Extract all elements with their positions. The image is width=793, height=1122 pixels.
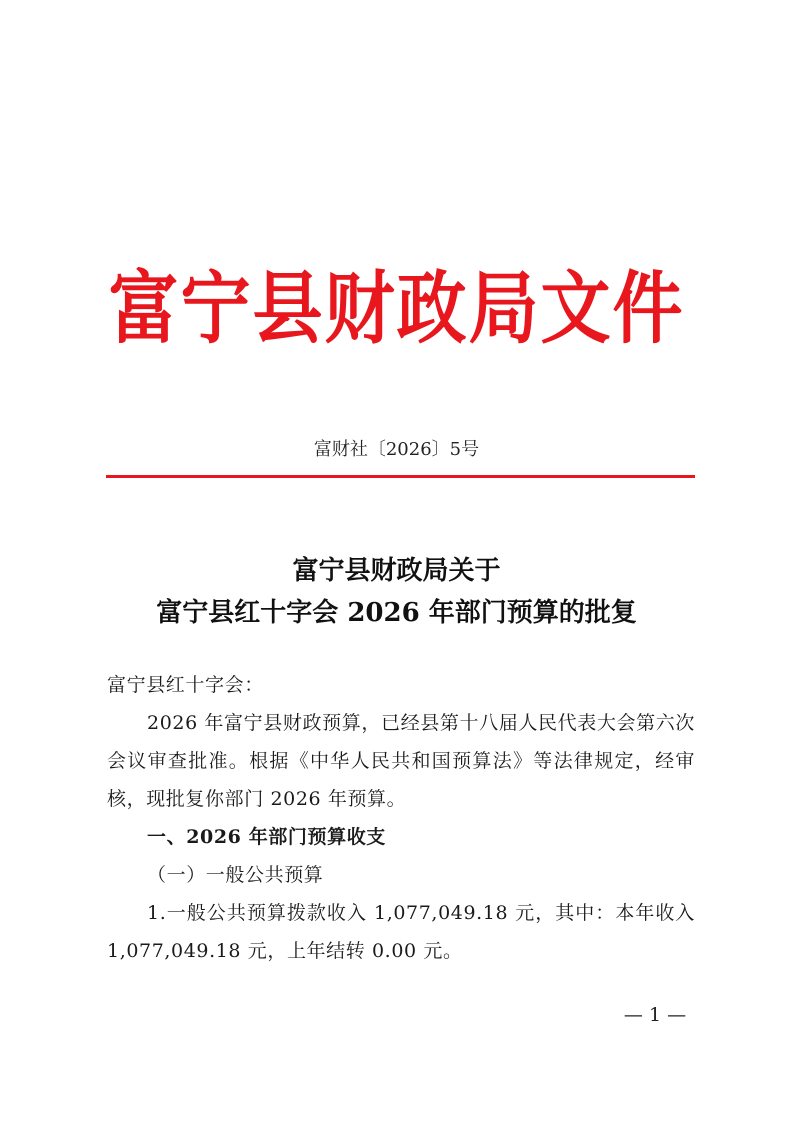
body-paragraph-2: 1.一般公共预算拨款收入 1,077,049.18 元，其中：本年收入 1,077,049.18 元，上年结转 0.00 元。	[107, 902, 695, 962]
masthead-title: 富宁县财政局文件	[108, 261, 685, 355]
document-title-line1: 富宁县财政局关于	[292, 556, 501, 586]
document-title-line2: 富宁县红十字会 2026 年部门预算的批复	[156, 598, 637, 628]
section-heading-1: 一、2026 年部门预算收支	[147, 826, 386, 848]
red-separator-rule	[106, 475, 695, 478]
subsection-heading-1: （一）一般公共预算	[147, 864, 324, 886]
document-number: 富财社〔2026〕5号	[313, 439, 480, 460]
body-paragraph-1: 2026 年富宁县财政预算，已经县第十八届人民代表大会第六次会议审查批准。根据《中华人民共和国预算法》等法律规定，经审核，现批复你部门 2026 年预算。	[107, 712, 695, 810]
page-number: — 1 —	[623, 1004, 687, 1026]
addressee: 富宁县红十字会：	[107, 674, 264, 696]
